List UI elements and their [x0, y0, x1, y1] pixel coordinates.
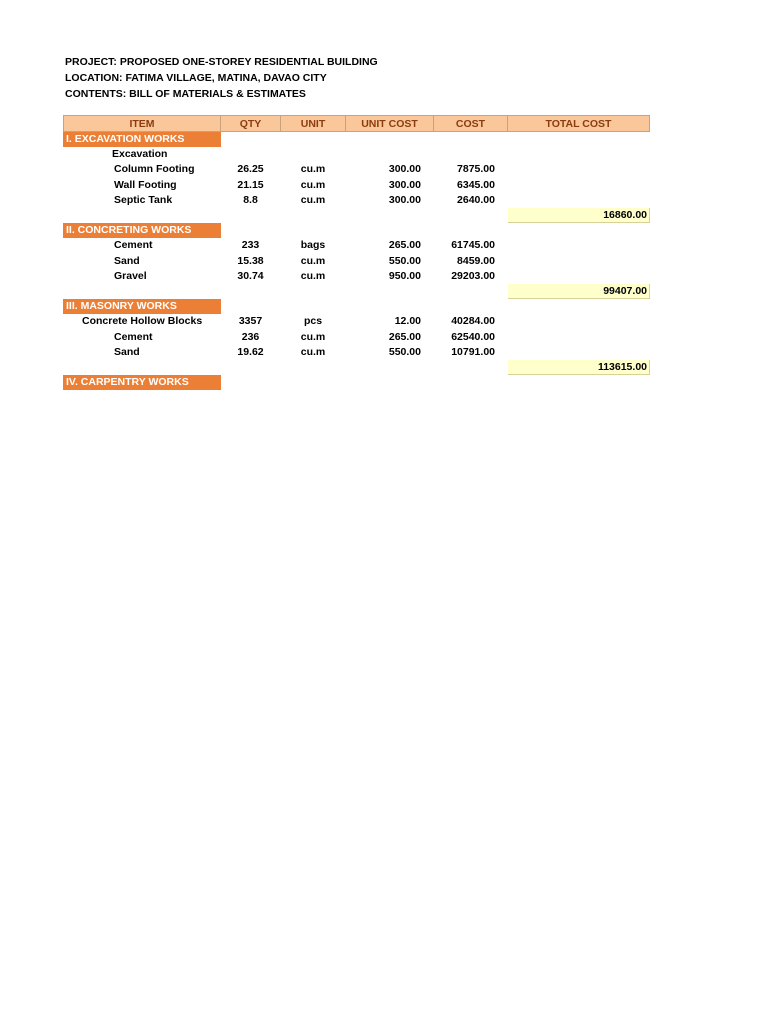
- section-row: [64, 299, 650, 314]
- item-name: Cement: [114, 239, 153, 252]
- item-cost: 61745.00: [451, 239, 495, 252]
- item-unit: cu.m: [300, 269, 326, 282]
- section-row: [64, 375, 650, 390]
- section-title: I. EXCAVATION WORKS: [64, 132, 221, 147]
- table-row: [64, 162, 650, 177]
- item-qty: 15.38: [237, 254, 264, 267]
- section-total: 16860.00: [508, 207, 650, 222]
- subheading-row: [64, 147, 650, 162]
- item-cost: 62540.00: [451, 330, 495, 343]
- item-name: Cement: [114, 330, 153, 343]
- section-total: 99407.00: [508, 283, 650, 298]
- item-qty: 8.8: [243, 193, 258, 206]
- bill-of-materials-table: [63, 115, 650, 390]
- column-header-qty: QTY: [221, 116, 281, 132]
- item-unit: cu.m: [300, 163, 326, 176]
- item-name: Sand: [114, 254, 140, 267]
- project-location: LOCATION: FATIMA VILLAGE, MATINA, DAVAO CITY: [65, 72, 327, 84]
- subheading-label: Excavation: [112, 148, 168, 161]
- item-unit-cost: 300.00: [388, 178, 421, 191]
- section-row: [64, 223, 650, 238]
- item-cost: 40284.00: [451, 315, 495, 328]
- item-name: Septic Tank: [114, 193, 173, 206]
- table-row: [64, 314, 650, 329]
- item-qty: 3357: [238, 315, 263, 328]
- item-cost: 6345.00: [457, 178, 495, 191]
- item-name: Sand: [114, 345, 140, 358]
- table-row: [64, 268, 650, 283]
- item-unit-cost: 550.00: [388, 254, 421, 267]
- table-row: [64, 329, 650, 344]
- subtotal-row: [64, 283, 650, 298]
- item-cost: 7875.00: [457, 163, 495, 176]
- document-contents: CONTENTS: BILL OF MATERIALS & ESTIMATES: [65, 88, 306, 100]
- subtotal-row: [64, 359, 650, 374]
- table-row: [64, 344, 650, 359]
- section-title: II. CONCRETING WORKS: [64, 223, 221, 238]
- item-unit: cu.m: [300, 254, 326, 267]
- item-unit-cost: 300.00: [388, 193, 421, 206]
- item-unit-cost: 265.00: [388, 239, 421, 252]
- item-qty: 26.25: [237, 163, 264, 176]
- item-qty: 19.62: [237, 345, 264, 358]
- item-cost: 29203.00: [451, 269, 495, 282]
- subtotal-row: [64, 207, 650, 222]
- project-title: PROJECT: PROPOSED ONE-STOREY RESIDENTIAL BUILDING: [65, 56, 378, 68]
- item-unit: bags: [300, 239, 326, 252]
- column-header-cost: COST: [434, 116, 508, 132]
- item-cost: 2640.00: [457, 193, 495, 206]
- item-unit-cost: 550.00: [388, 345, 421, 358]
- section-title: III. MASONRY WORKS: [64, 299, 221, 314]
- item-qty: 236: [241, 330, 260, 343]
- table-row: [64, 253, 650, 268]
- item-unit: cu.m: [300, 178, 326, 191]
- item-unit-cost: 950.00: [388, 269, 421, 282]
- item-cost: 8459.00: [457, 254, 495, 267]
- item-name: Wall Footing: [114, 178, 177, 191]
- item-unit-cost: 265.00: [388, 330, 421, 343]
- item-name: Gravel: [114, 269, 147, 282]
- item-qty: 30.74: [237, 269, 264, 282]
- table-row: [64, 192, 650, 207]
- item-name: Concrete Hollow Blocks: [82, 315, 203, 328]
- section-row: [64, 132, 650, 147]
- item-unit: pcs: [303, 315, 323, 328]
- item-unit-cost: 300.00: [388, 163, 421, 176]
- item-cost: 10791.00: [451, 345, 495, 358]
- table-row: [64, 177, 650, 192]
- item-unit-cost: 12.00: [394, 315, 421, 328]
- column-header-unit: UNIT: [281, 116, 346, 132]
- section-title: IV. CARPENTRY WORKS: [64, 375, 221, 390]
- item-unit: cu.m: [300, 330, 326, 343]
- table-header-row: [64, 116, 650, 132]
- item-qty: 233: [241, 239, 260, 252]
- column-header-total-cost: TOTAL COST: [508, 116, 650, 132]
- section-total: 113615.00: [508, 359, 650, 374]
- table-row: [64, 238, 650, 253]
- column-header-unit-cost: UNIT COST: [346, 116, 434, 132]
- column-header-item: ITEM: [64, 116, 221, 132]
- item-unit: cu.m: [300, 345, 326, 358]
- item-unit: cu.m: [300, 193, 326, 206]
- item-name: Column Footing: [114, 163, 195, 176]
- item-qty: 21.15: [237, 178, 264, 191]
